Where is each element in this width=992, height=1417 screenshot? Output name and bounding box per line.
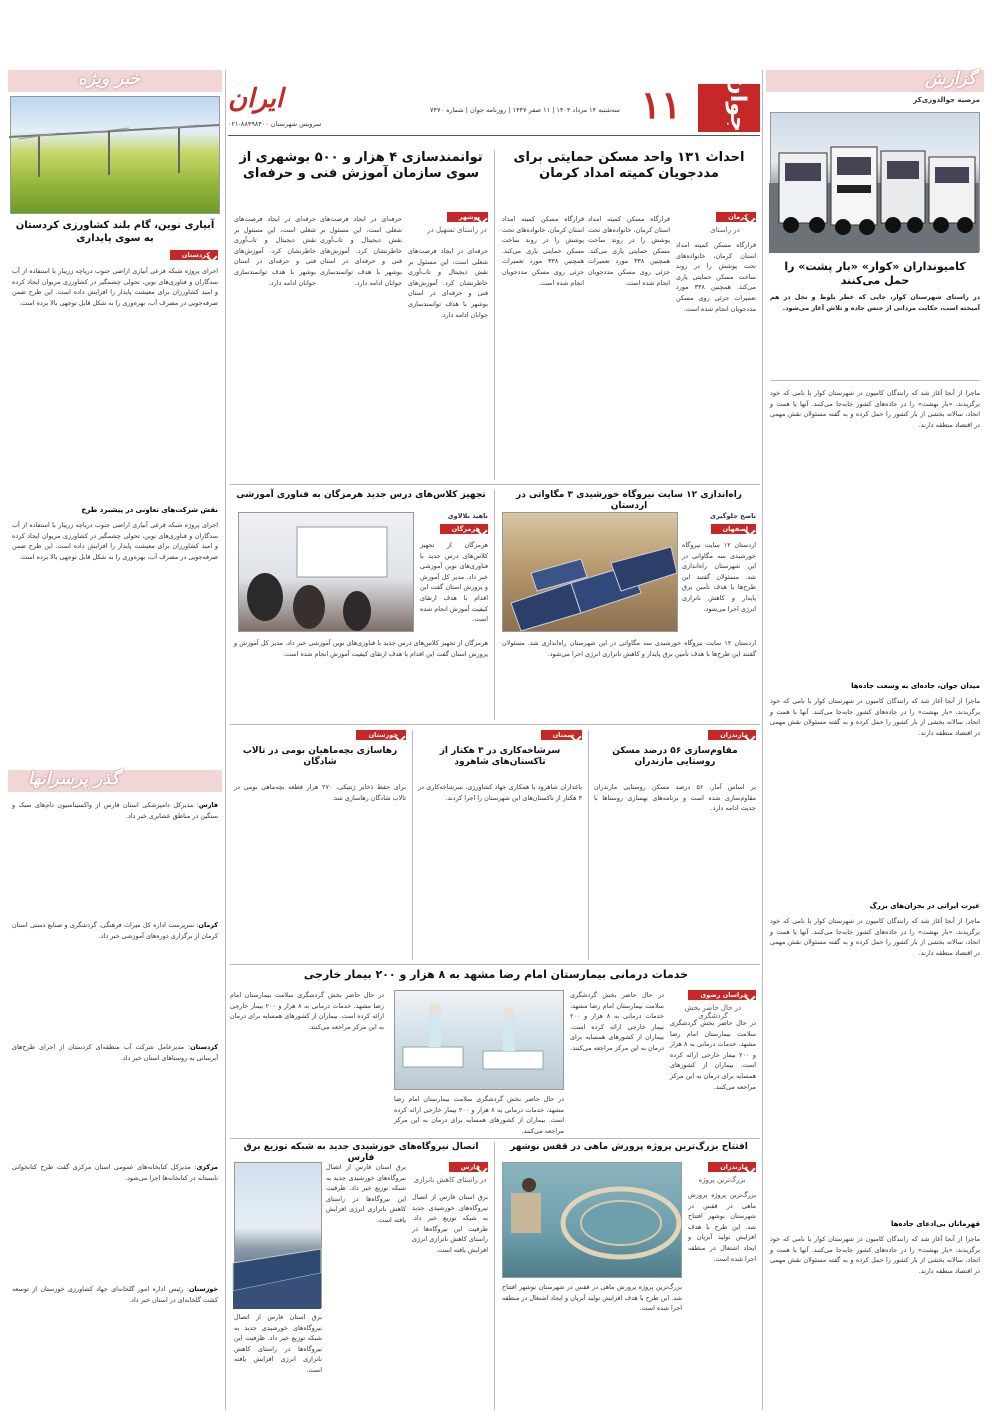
special-news-subhead: نقش شرکت‌های تعاونی در پیشبرد طرح [81,506,218,514]
report-lead: در راستای شهرستان کوار، جایی که عطر بلوط و نخل در هم آمیخته است، حکایت مردانی از جنس جاده و تلاش آغاز می‌شود. [770,293,980,312]
story-nowshahr-kicker: بزرگ‌ترین پروژه [698,1176,746,1184]
brief-item: خوزستان: رئیس اداره امور گلخانه‌ای جهاد کشاورزی خوزستان از توسعه کشت گلخانه‌ای در استان خبر داد. [12,1285,218,1304]
story-hospital [230,968,760,1136]
report-body-1: ماجرا از آنجا آغاز شد که رانندگان کامیون در شهرستان کوار با نامی که خود برگزیدند، «بار بهشت» را در جاده‌های کشور جابه‌جا می‌کنند. آنها با همت و اتحاد، سالانه بخشی از بار کشور را حمل کرده و به گفته مسئولان نقش مهمی در اقتصاد منطقه دارند. [770,389,980,429]
story-fars-col-3: برق استان فارس از اتصال نیروگاه‌های خورشیدی جدید به شبکه توزیع خبر داد. ظرفیت این نیروگاه‌ها در راستای کاهش ناترازی انرژی افزایش یافته است. [234,1313,322,1374]
story-isfahan-author: ناصح جلوگیری [710,512,756,520]
story-khuzestan [230,730,410,960]
masthead [228,76,760,138]
story-hormozgan [230,490,492,720]
story-bushehr-tag: بوشهر [447,212,488,222]
story-fars-headline: اتصال نیروگاه‌های خورشیدی جدید به شبکه توزیع برق فارس [243,1142,479,1164]
section-name: ایران [228,84,284,114]
brief-item: مرکزی: مدیرکل کتابخانه‌های عمومی استان مرکزی گفت طرح کتابخوانی تابستانه در کتابخانه‌ها اجرا می‌شود. [12,1163,219,1182]
special-news-title: خبر ویژه [78,69,141,89]
story-kerman-col-2: قرارگاه مسکن کمیته امداد استان کرمان، خانواده‌های تحت پوشش را در روند ساخت مسکن حمایتی یاری می‌کند. همچنین ۳۳۸ مورد تعمیرات جزئی روی مسکن مددجویان انجام شده است. [588,215,670,287]
story-semnan-headline: سرشاخه‌کاری در ۳ هکتار از تاکستان‌های شاهرود [439,746,561,768]
story-kerman-tag: کرمان [716,212,756,222]
brief-text: سرپرست اداره کل میراث فرهنگی، گردشگری و صنایع دستی استان کرمان از برگزاری دوره‌های آموزشی خبر داد. [12,921,218,940]
brief-text: مدیرکل دامپزشکی استان فارس از واکسیناسیون دام‌های سبک و سنگین در مناطق عشایری خبر داد. [12,801,218,820]
left-column [8,70,222,1410]
report-author: مرضیه جوالدوزی‌کر [913,96,980,104]
fars-solar-photo [234,1162,322,1308]
brief-item: فارس: مدیرکل دامپزشکی استان فارس از واکسیناسیون دام‌های سبک و سنگین در مناطق عشایری خبر داد. [12,801,218,820]
fish-cages-illustration [501,1163,681,1279]
irrigation-photo [10,96,220,214]
story-bushehr [230,150,492,480]
report-subhead-2: غیرت ایرانی در بحران‌های بزرگ [869,902,980,910]
story-hospital-headline: خدمات درمانی بیمارستان امام رضا مشهد به ۸ هزار و ۲۰۰ بیمار خارجی [303,968,689,981]
special-news-tag: کردستان [170,250,218,260]
report-section-title: گزارش [924,69,976,89]
fish-farm-photo [502,1162,682,1278]
page-number: ۱۱ [640,82,682,127]
story-nowshahr-tag: مازندران [708,1162,756,1172]
brief-text: رئیس اداره امور گلخانه‌ای جهاد کشاورزی خوزستان از توسعه کشت گلخانه‌ای در استان خبر داد. [12,1285,218,1304]
story-fars-col-1: برق استان فارس از اتصال نیروگاه‌های خورشیدی جدید به شبکه توزیع خبر داد. ظرفیت این نیروگاه‌ها در راستای کاهش ناترازی انرژی افزایش یافته است. [412,1193,488,1254]
brief-text: مدیرکل کتابخانه‌های عمومی استان مرکزی گفت طرح کتابخوانی تابستانه در کتابخانه‌ها اجرا می‌شود. [12,1163,218,1182]
special-news-body-1: اجرای پروژه شبکه فرعی آبیاری اراضی جنوب دریاچه زریبار با استفاده از آب سدگاران و فناوری‌های نوین، تحولی چشمگیر در کشاورزی مریوان ایجاد کرده و امید کشاورزان برای معیشت پایدار را افزایش داده است. این طرح ضمن صرفه‌جویی در مصرف آب، بهره‌وری را به شکل قابل توجهی بالا برده است. [12,267,218,307]
story-hospital-col-1: در حال حاضر بخش گردشگری سلامت بیمارستان امام رضا مشهد، خدمات درمانی به ۸ هزار و ۲۰۰ بیمار خارجی ارائه کرده است. بیماران از کشورهای همسایه برای درمان به این مرکز مراجعه می‌کنند. [670,1019,756,1091]
story-isfahan-col-1: اردستان ۱۲ سایت نیروگاه خورشیدی سه مگاواتی در این شهرستان راه‌اندازی شد. مسئولان گفتند این طرح‌ها با هدف تأمین برق پایدار و کاهش ناترازی انرژی اجرا می‌شود. [682,541,757,613]
story-mazandaran-housing-headline: مقاوم‌سازی ۵۶ درصد مسکن روستایی مازندران [612,746,738,768]
story-mazandaran-housing-tag: مازندران [708,730,756,740]
trucks-illustration [769,113,979,253]
hospital-photo [394,990,564,1090]
briefs-title: گذر پرسرانها [28,769,120,789]
story-hospital-col-3: در حال حاضر بخش گردشگری سلامت بیمارستان امام رضا مشهد، خدمات درمانی به ۸ هزار و ۲۰۰ بیمار خارجی ارائه کرده است. بیماران از کشورهای همسایه برای درمان به این مرکز مراجعه می‌کنند. [230,991,384,1031]
story-nowshahr-col-2: بزرگ‌ترین پروژه پرورش ماهی در قفس در شهرستان نوشهر افتتاح شد. این طرح با هدف افزایش تولید آبزیان و ایجاد اشتغال در منطقه اجرا شده است. [502,1283,682,1313]
story-semnan-tag: سمنان [541,730,582,740]
story-kerman-col-1: قرارگاه مسکن کمیته امداد استان کرمان، خانواده‌های تحت پوشش را در روند ساخت مسکن حمایتی یاری می‌کند. همچنین ۳۳۸ مورد تعمیرات جزئی روی مسکن مددجویان انجام شده است. [676,241,756,313]
story-bushehr-headline: توانمندسازی ۴ هزار و ۵۰۰ بوشهری از سوی سازمان آموزش فنی و حرفه‌ای [239,150,483,182]
story-bushehr-col-3: حرفه‌ای در ایجاد فرصت‌های شغلی است، این مسئول بر نقش دیجیتال و تاب‌آوری خاطرنشان کرد. آموزش‌های فنی و حرفه‌ای در استان بوشهر با هدف توانمندسازی جوانان ادامه دارد. [234,215,316,287]
brief-text: مدیرعامل شرکت آب منطقه‌ای کردستان از اجرای طرح‌های آبرسانی به روستاهای استان خبر داد. [12,1043,218,1062]
story-isfahan-headline: راه‌اندازی ۱۲ سایت نیروگاه خورشیدی ۳ مگاواتی در اردستان [516,490,742,512]
story-fars [230,1142,492,1410]
story-nowshahr [498,1142,760,1410]
report-body-3: ماجرا از آنجا آغاز شد که رانندگان کامیون در شهرستان کوار با نامی که خود برگزیدند، «بار بهشت» را در جاده‌های کشور جابه‌جا می‌کنند. آنها با همت و اتحاد، سالانه بخشی از بار کشور را حمل کرده و به گفته مسئولان نقش مهمی در اقتصاد منطقه دارند. [770,917,980,957]
brief-province: کرمان [198,921,219,929]
report-column [766,70,984,1410]
story-isfahan [498,490,760,720]
report-body-2: ماجرا از آنجا آغاز شد که رانندگان کامیون در شهرستان کوار با نامی که خود برگزیدند، «بار بهشت» را در جاده‌های کشور جابه‌جا می‌کنند. آنها با همت و اتحاد، سالانه بخشی از بار کشور را حمل کرده و به گفته مسئولان نقش مهمی در اقتصاد منطقه دارند. [770,697,980,737]
story-semnan-body: باغداران شاهرود با همکاری جهاد کشاورزی، سرشاخه‌کاری در ۳ هکتار از تاکستان‌های این شهرستان را اجرا کردند. [418,783,582,802]
solar-farm-photo [502,512,678,632]
irrigation-illustration [9,97,219,215]
brief-province: کردستان [190,1043,218,1051]
story-fars-col-2: برق استان فارس از اتصال نیروگاه‌های خورشیدی جدید به شبکه توزیع خبر داد. ظرفیت این نیروگاه‌ها در راستای کاهش ناترازی انرژی افزایش یافته است. [326,1163,406,1224]
brief-province: خوزستان [188,1285,218,1293]
fars-solar-illustration [233,1163,321,1309]
story-fars-tag: فارس [449,1162,488,1172]
story-hormozgan-tag: هرمزگان [440,524,488,534]
report-subhead-3: قهرمانان بی‌ادعای جاده‌ها [890,1220,980,1228]
story-kerman-headline: احداث ۱۳۱ واحد مسکن حمایتی برای مددجویان کمیته امداد کرمان [513,150,745,182]
story-kerman [498,150,760,480]
story-khuzestan-body: برای حفظ ذخایر ژنتیکی، ۲۷۰ هزار قطعه بچه‌ماهی بومی در تالاب شادگان رهاسازی شد. [234,783,406,802]
story-hospital-caption: در حال حاضر بخش گردشگری سلامت بیمارستان امام رضا مشهد، خدمات درمانی به ۸ هزار و ۲۰۰ بیمار خارجی ارائه کرده است. بیماران از کشورهای همسایه برای درمان به این مرکز مراجعه می‌کنند. [394,1095,564,1135]
story-kerman-col-3: قرارگاه مسکن کمیته امداد استان کرمان، خانواده‌های تحت پوشش را در روند ساخت مسکن حمایتی یاری می‌کند. همچنین ۳۳۸ مورد تعمیرات جزئی روی مسکن مددجویان انجام شده است. [502,215,584,287]
newspaper-logo: جوان [698,84,760,132]
story-bushehr-col-1: حرفه‌ای در ایجاد فرصت‌های شغلی است، این مسئول بر نقش دیجیتال و تاب‌آوری خاطرنشان کرد. آموزش‌های فنی و حرفه‌ای در استان بوشهر با هدف توانمندسازی جوانان ادامه دارد. [408,247,488,319]
brief-province: فارس [198,801,218,809]
story-hospital-col-2: در حال حاضر بخش گردشگری سلامت بیمارستان امام رضا مشهد، خدمات درمانی به ۸ هزار و ۲۰۰ بیمار خارجی ارائه کرده است. بیماران از کشورهای همسایه برای درمان به این مرکز مراجعه می‌کنند. [570,991,664,1052]
story-hormozgan-headline: تجهیز کلاس‌های درس جدید هرمزگان به فناوری آموزشی [236,490,486,500]
brief-item: کرمان: سرپرست اداره کل میراث فرهنگی، گردشگری و صنایع دستی استان کرمان از برگزاری دوره‌های آموزشی خبر داد. [12,921,219,940]
story-kerman-kicker: در راستای [710,226,740,234]
brief-item: کردستان: مدیرعامل شرکت آب منطقه‌ای کردستان از اجرای طرح‌های آبرسانی به روستاهای استان خبر داد. [12,1043,218,1062]
special-news-body-2: اجرای پروژه شبکه فرعی آبیاری اراضی جنوب دریاچه زریبار با استفاده از آب سدگاران و فناوری‌های نوین، تحولی چشمگیر در کشاورزی مریوان ایجاد کرده و امید کشاورزان برای معیشت پایدار را افزایش داده است. این طرح ضمن صرفه‌جویی در مصرف آب، بهره‌وری را به شکل قابل توجهی بالا برده است. [12,521,218,561]
story-mazandaran-housing-body: بر اساس آمار، ۵۶ درصد مسکن روستایی مازندران مقاوم‌سازی شده است و برنامه‌های بهسازی روستاها با جدیت ادامه دارد. [594,783,756,813]
report-headline: کامیونداران «کوار» «بار پشت» را حمل می‌کنند [784,260,966,287]
story-mazandaran-housing [590,730,760,960]
classroom-photo [238,512,414,632]
story-hospital-kicker: در حال حاضر بخش گردشگری [684,1004,742,1020]
date-line: سه‌شنبه ۱۴ مرداد ۱۴۰۴ | ۱۱ صفر ۱۴۴۷ | روزنامه جوان | شماره ۷۴۷۰ [429,106,620,114]
trucks-photo [770,112,980,252]
service-line: سرویس شهرستان ۸۸۴۹۸۴۰۰-۰۲۱ [228,120,322,128]
story-nowshahr-headline: افتتاح بزرگ‌ترین پروژه پرورش ماهی در قفس نوشهر [510,1142,748,1152]
report-body-4: ماجرا از آنجا آغاز شد که رانندگان کامیون در شهرستان کوار با نامی که خود برگزیدند، «بار بهشت» را در جاده‌های کشور جابه‌جا می‌کنند. آنها با همت و اتحاد، سالانه بخشی از بار کشور را حمل کرده و به گفته مسئولان نقش مهمی در اقتصاد منطقه دارند. [770,1235,980,1275]
story-hormozgan-col-1: هرمزگان از تجهیز کلاس‌های درس جدید با فناوری‌های نوین آموزشی خبر داد. مدیر کل آموزش و پرورش استان گفت این اقدام با هدف ارتقای کیفیت آموزش انجام شده است. [420,541,488,624]
story-bushehr-kicker: در راستای تسهیل در [427,226,487,234]
story-khuzestan-tag: خوزستان [356,730,406,740]
report-subhead-1: میدان جوان، جاده‌ای به وسعت جاده‌ها [851,682,980,690]
story-semnan [414,730,586,960]
story-isfahan-col-2: اردستان ۱۲ سایت نیروگاه خورشیدی سه مگاواتی در این شهرستان راه‌اندازی شد. مسئولان گفتند این طرح‌ها با هدف تأمین برق پایدار و کاهش ناترازی انرژی اجرا می‌شود. [502,639,756,658]
classroom-illustration [237,513,413,633]
story-bushehr-col-2: حرفه‌ای در ایجاد فرصت‌های شغلی است، این مسئول بر نقش دیجیتال و تاب‌آوری خاطرنشان کرد. آموزش‌های فنی و حرفه‌ای در استان بوشهر با هدف توانمندسازی جوانان ادامه دارد. [320,215,402,287]
story-nowshahr-col-1: بزرگ‌ترین پروژه پرورش ماهی در قفس در شهرستان نوشهر افتتاح شد. این طرح با هدف افزایش تولید آبزیان و ایجاد اشتغال در منطقه اجرا شده است. [688,1191,756,1263]
solar-panels-illustration [501,513,677,633]
story-isfahan-tag: اصفهان [711,524,756,534]
hospital-ward-illustration [393,991,563,1091]
story-hormozgan-author: ناهید بلالاوی [447,512,488,520]
story-fars-kicker: در راستای کاهش ناترازی [413,1176,487,1184]
story-hormozgan-col-2: هرمزگان از تجهیز کلاس‌های درس جدید با فناوری‌های نوین آموزشی خبر داد. مدیر کل آموزش و پرورش استان گفت این اقدام با هدف ارتقای کیفیت آموزش انجام شده است. [234,639,488,658]
brief-province: مرکزی [196,1163,219,1171]
story-hospital-tag: خراسان رضوی [688,990,756,1000]
story-khuzestan-headline: رهاسازی بچه‌ماهیان بومی در تالاب شادگان [242,746,398,768]
special-news-headline: آبیاری نوین، گام بلند کشاورزی کردستان به سوی پایداری [15,220,215,244]
